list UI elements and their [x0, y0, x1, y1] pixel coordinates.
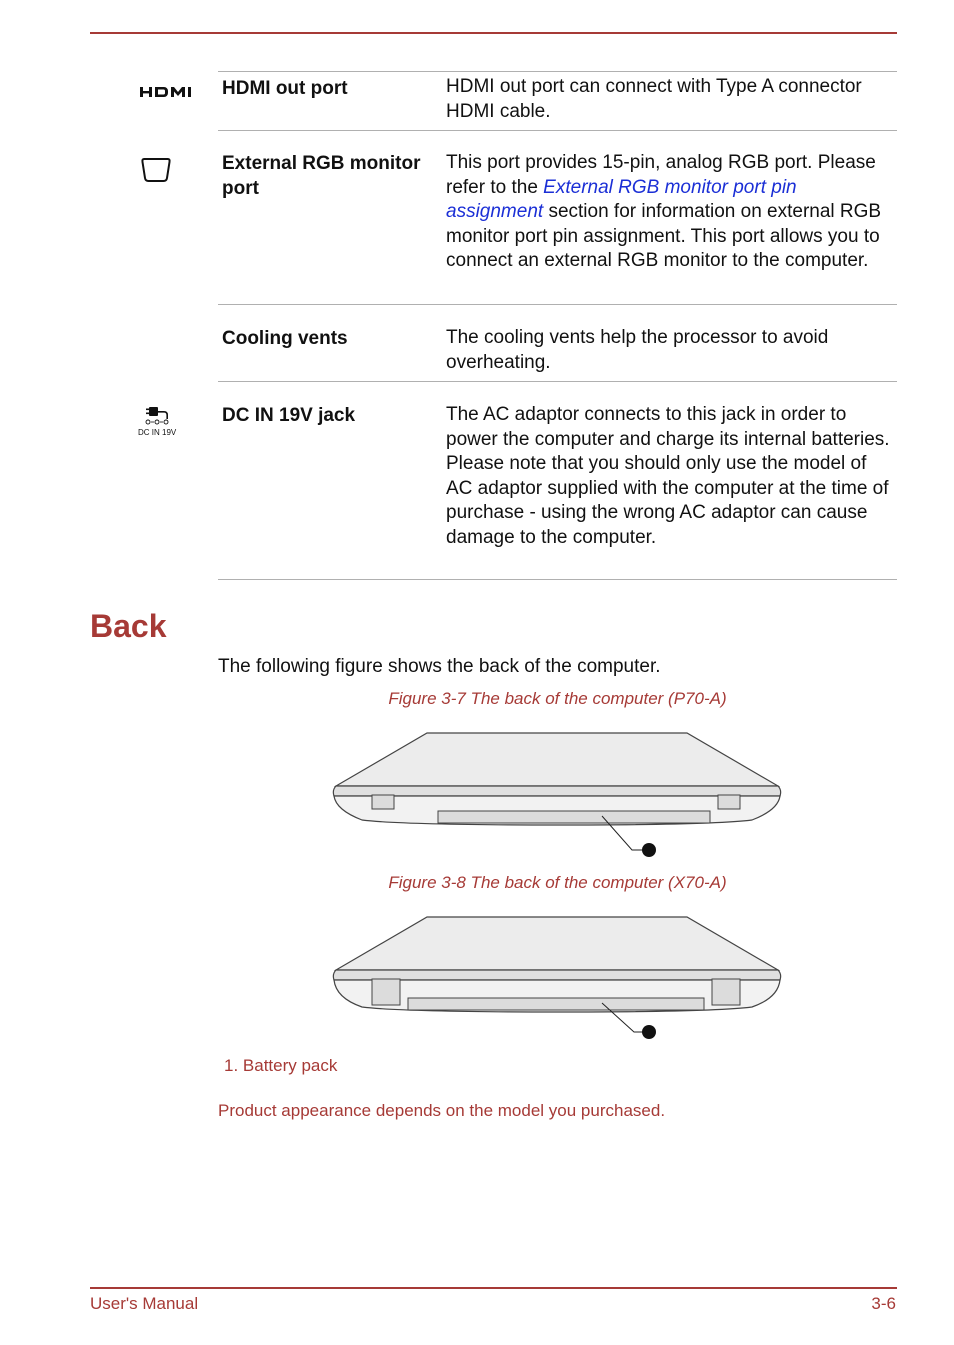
- row-term-dcin: DC IN 19V jack: [222, 405, 356, 426]
- dc-in-icon: [138, 403, 178, 437]
- laptop-back-figure-p70: [332, 728, 782, 860]
- section-heading: Back: [90, 608, 167, 644]
- row-divider: [218, 381, 897, 382]
- rgb-pin-assignment-link[interactable]: External RGB monitor port pin assignment: [446, 176, 797, 222]
- header-rule: [90, 32, 897, 34]
- row-desc-hdmi: HDMI out port can connect with Type A connector HDMI cable.: [446, 76, 862, 122]
- row-desc-cooling: The cooling vents help the processor to avoid overheating.: [446, 327, 829, 373]
- section-intro: The following figure shows the back of the computer.: [218, 656, 661, 677]
- hdmi-icon: [138, 85, 204, 104]
- footer-rule: [90, 1287, 897, 1289]
- row-term-rgb: External RGB monitor port: [222, 153, 421, 199]
- row-desc-rgb: [446, 151, 896, 274]
- figure-caption: Figure 3-7 The back of the computer (P70-A): [388, 689, 727, 708]
- row-divider: [218, 130, 897, 131]
- figure-legend: 1. Battery pack: [224, 1056, 338, 1075]
- row-term-cooling: Cooling vents: [222, 328, 348, 349]
- row-desc-rgb-text-before: This port provides 15-pin, analog RGB port. Please refer to the: [446, 152, 876, 198]
- figure-caption: Figure 3-8 The back of the computer (X70-A): [388, 873, 727, 892]
- table-bottom-rule: [218, 579, 897, 580]
- footer-manual-title: User's Manual: [90, 1294, 199, 1313]
- footer-page-number: 3-6: [871, 1294, 896, 1313]
- row-term-hdmi: HDMI out port: [222, 78, 348, 99]
- rgb-monitor-port-icon: [141, 157, 171, 188]
- row-divider: [218, 304, 897, 305]
- row-desc-rgb-text-after: section for information on external RGB monitor port pin assignment. This port allows you to connect an external RGB monitor to the computer.: [446, 201, 882, 271]
- laptop-back-figure-x70: [332, 912, 782, 1044]
- appearance-note: Product appearance depends on the model you purchased.: [218, 1101, 666, 1120]
- dc-in-icon-label: DC IN 19V: [138, 428, 177, 437]
- table-top-rule: [218, 71, 897, 72]
- row-desc-dcin: The AC adaptor connects to this jack in order to power the computer and charge its internal batteries. Please note that you should only use the model of AC adaptor supplied with the computer at the time of purchase - using the wrong AC adaptor can cause damage to the computer.: [446, 404, 890, 548]
